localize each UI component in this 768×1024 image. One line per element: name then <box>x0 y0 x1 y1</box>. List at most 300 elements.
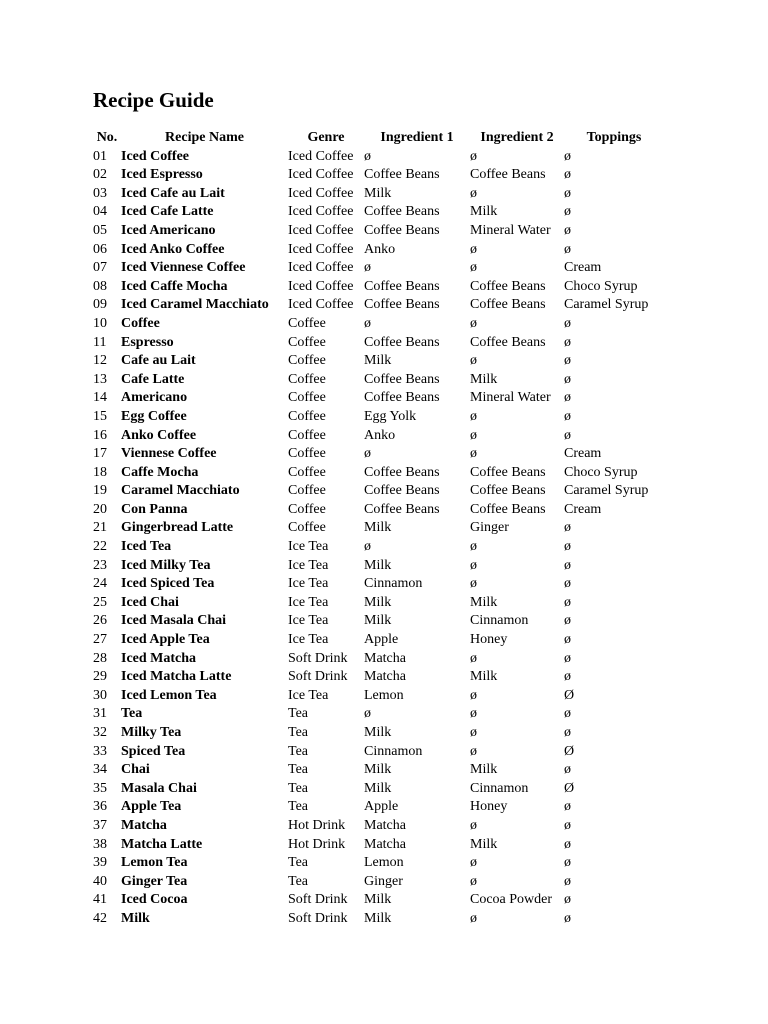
ingredient-2-cell: Milk <box>470 836 498 852</box>
ingredient-1-cell: Coffee Beans <box>364 483 440 499</box>
recipe-name-cell: Spiced Tea <box>121 743 186 759</box>
toppings-cell: Choco Syrup <box>564 278 638 294</box>
recipe-name-cell: Iced Lemon Tea <box>121 687 217 703</box>
table-row <box>93 296 664 315</box>
ingredient-1-cell: Coffee Beans <box>364 297 440 313</box>
recipe-name-cell: Milky Tea <box>121 725 182 740</box>
ingredient-1-cell: Milk <box>364 594 392 610</box>
toppings-cell: ø <box>564 148 571 164</box>
column-header-ingredient-1: Ingredient 1 <box>380 130 454 145</box>
recipe-name-cell: Iced Caffe Mocha <box>121 278 228 294</box>
ingredient-1-cell: Coffee Beans <box>364 278 440 294</box>
toppings-cell: ø <box>564 204 571 220</box>
ingredient-1-cell: Milk <box>364 557 392 573</box>
table-row <box>93 222 664 241</box>
recipe-name-cell: Iced Coffee <box>121 148 190 164</box>
ingredient-2-cell: ø <box>470 557 477 573</box>
recipe-name-cell: Ginger Tea <box>121 873 188 889</box>
toppings-cell: ø <box>564 632 571 648</box>
ingredient-2-cell: Honey <box>470 799 508 815</box>
recipe-name-cell: Iced Masala Chai <box>121 613 226 629</box>
ingredient-2-cell: Milk <box>470 371 498 387</box>
genre-cell: Ice Tea <box>288 557 329 573</box>
number-cell: 06 <box>93 241 107 257</box>
recipe-name-cell: Iced Spiced Tea <box>121 576 215 592</box>
genre-cell: Iced Coffee <box>288 185 354 201</box>
ingredient-2-cell: Mineral Water <box>470 390 551 406</box>
number-cell: 21 <box>93 520 107 536</box>
recipe-name-cell: Iced Espresso <box>121 167 203 183</box>
recipe-name-cell: Iced Caramel Macchiato <box>121 297 269 313</box>
recipe-name-cell: Milk <box>121 910 150 926</box>
toppings-cell: ø <box>564 520 571 536</box>
ingredient-1-cell: Apple <box>364 799 399 815</box>
genre-cell: Coffee <box>288 446 326 462</box>
table-row <box>93 761 664 780</box>
toppings-cell: Ø <box>564 687 575 703</box>
genre-cell: Coffee <box>288 483 326 499</box>
toppings-cell: ø <box>564 725 571 740</box>
ingredient-1-cell: Milk <box>364 520 392 536</box>
toppings-cell: ø <box>564 910 571 926</box>
table-row <box>93 408 664 427</box>
genre-cell: Coffee <box>288 408 326 424</box>
ingredient-1-cell: ø <box>364 539 371 555</box>
number-cell: 37 <box>93 817 107 833</box>
ingredient-1-cell: Anko <box>364 241 396 257</box>
table-row <box>93 575 664 594</box>
ingredient-2-cell: ø <box>470 743 477 759</box>
recipe-name-cell: Iced Cafe au Lait <box>121 185 225 201</box>
ingredient-2-cell: Cocoa Powder <box>470 892 553 908</box>
genre-cell: Iced Coffee <box>288 222 354 238</box>
ingredient-2-cell: ø <box>470 148 477 164</box>
ingredient-1-cell: Coffee Beans <box>364 334 440 350</box>
genre-cell: Soft Drink <box>288 650 348 666</box>
number-cell: 33 <box>93 743 107 759</box>
ingredient-1-cell: Milk <box>364 353 392 369</box>
number-cell: 12 <box>93 353 107 369</box>
recipe-name-cell: Masala Chai <box>121 780 197 796</box>
table-row <box>93 501 664 520</box>
number-cell: 27 <box>93 632 107 648</box>
number-cell: 20 <box>93 501 107 517</box>
ingredient-1-cell: Coffee Beans <box>364 222 440 238</box>
table-row <box>93 482 664 501</box>
recipe-name-cell: Iced Anko Coffee <box>121 241 225 257</box>
table-row <box>93 854 664 873</box>
recipe-name-cell: Cafe au Lait <box>121 353 196 369</box>
ingredient-2-cell: Honey <box>470 632 508 648</box>
genre-cell: Iced Coffee <box>288 241 354 257</box>
table-row <box>93 538 664 557</box>
toppings-cell: ø <box>564 669 571 685</box>
number-cell: 17 <box>93 446 107 462</box>
recipe-name-cell: Iced Chai <box>121 594 179 610</box>
toppings-cell: Choco Syrup <box>564 464 638 480</box>
number-cell: 22 <box>93 539 107 555</box>
number-cell: 31 <box>93 706 107 722</box>
column-header-ingredient-2: Ingredient 2 <box>480 130 554 145</box>
table-row <box>93 891 664 910</box>
number-cell: 09 <box>93 297 107 313</box>
ingredient-1-cell: Ginger <box>364 873 403 889</box>
page-title: Recipe Guide <box>93 88 214 112</box>
recipe-name-cell: Iced Milky Tea <box>121 557 211 573</box>
table-row <box>93 780 664 799</box>
table-row <box>93 389 664 408</box>
toppings-cell: ø <box>564 371 571 387</box>
genre-cell: Tea <box>288 799 309 815</box>
ingredient-1-cell: Lemon <box>364 855 404 871</box>
table-row <box>93 519 664 538</box>
recipe-name-cell: Coffee <box>121 315 160 331</box>
ingredient-1-cell: Coffee Beans <box>364 371 440 387</box>
number-cell: 36 <box>93 799 107 815</box>
table-row <box>93 334 664 353</box>
ingredient-1-cell: Anko <box>364 427 396 443</box>
genre-cell: Tea <box>288 706 309 722</box>
table-row <box>93 873 664 892</box>
ingredient-2-cell: ø <box>470 408 477 424</box>
table-header-row <box>93 129 664 148</box>
table-row <box>93 166 664 185</box>
ingredient-2-cell: ø <box>470 855 477 871</box>
recipe-name-cell: Iced Matcha Latte <box>121 669 232 685</box>
column-header-toppings: Toppings <box>586 130 642 145</box>
recipe-name-cell: Chai <box>121 762 150 778</box>
number-cell: 15 <box>93 408 107 424</box>
ingredient-2-cell: Cinnamon <box>470 780 529 796</box>
toppings-cell: ø <box>564 594 571 610</box>
number-cell: 14 <box>93 390 107 406</box>
recipe-name-cell: Iced Americano <box>121 222 216 238</box>
recipe-name-cell: Iced Cafe Latte <box>121 204 214 220</box>
ingredient-1-cell: Milk <box>364 613 392 629</box>
genre-cell: Ice Tea <box>288 594 329 610</box>
toppings-cell: ø <box>564 855 571 871</box>
number-cell: 01 <box>93 148 107 164</box>
toppings-cell: ø <box>564 539 571 555</box>
toppings-cell: ø <box>564 334 571 350</box>
number-cell: 38 <box>93 836 107 852</box>
ingredient-1-cell: Matcha <box>364 669 406 685</box>
recipe-name-cell: Iced Cocoa <box>121 892 188 908</box>
toppings-cell: ø <box>564 892 571 908</box>
number-cell: 41 <box>93 892 107 908</box>
ingredient-2-cell: Coffee Beans <box>470 278 546 294</box>
ingredient-2-cell: ø <box>470 706 477 722</box>
table-row <box>93 352 664 371</box>
toppings-cell: ø <box>564 650 571 666</box>
table-row <box>93 910 664 929</box>
ingredient-2-cell: ø <box>470 687 477 703</box>
genre-cell: Tea <box>288 762 309 778</box>
ingredient-1-cell: Milk <box>364 892 392 908</box>
toppings-cell: ø <box>564 873 571 889</box>
table-row <box>93 798 664 817</box>
ingredient-2-cell: Cinnamon <box>470 613 529 629</box>
table-row <box>93 203 664 222</box>
recipe-name-cell: Con Panna <box>121 501 188 517</box>
table-row <box>93 705 664 724</box>
ingredient-1-cell: Coffee Beans <box>364 390 440 406</box>
ingredient-1-cell: ø <box>364 148 371 164</box>
genre-cell: Ice Tea <box>288 576 329 592</box>
column-header-genre: Genre <box>307 130 345 145</box>
ingredient-2-cell: ø <box>470 315 477 331</box>
genre-cell: Soft Drink <box>288 669 348 685</box>
recipe-name-cell: Caffe Mocha <box>121 464 199 480</box>
genre-cell: Coffee <box>288 353 326 369</box>
column-header-recipe-name: Recipe Name <box>165 130 244 145</box>
ingredient-1-cell: ø <box>364 315 371 331</box>
genre-cell: Coffee <box>288 464 326 480</box>
ingredient-1-cell: Matcha <box>364 817 406 833</box>
ingredient-2-cell: Coffee Beans <box>470 297 546 313</box>
ingredient-2-cell: Milk <box>470 594 498 610</box>
number-cell: 16 <box>93 427 107 443</box>
ingredient-1-cell: ø <box>364 260 371 276</box>
toppings-cell: ø <box>564 836 571 852</box>
ingredient-2-cell: Milk <box>470 669 498 685</box>
table-row <box>93 445 664 464</box>
toppings-cell: ø <box>564 427 571 443</box>
toppings-cell: Caramel Syrup <box>564 297 649 313</box>
recipe-name-cell: Iced Apple Tea <box>121 632 210 648</box>
number-cell: 28 <box>93 650 107 666</box>
recipe-name-cell: Iced Viennese Coffee <box>121 260 246 276</box>
toppings-cell: Cream <box>564 501 602 517</box>
genre-cell: Coffee <box>288 371 326 387</box>
recipe-name-cell: Espresso <box>121 334 174 350</box>
toppings-cell: Ø <box>564 743 575 759</box>
number-cell: 04 <box>93 204 107 220</box>
ingredient-1-cell: ø <box>364 706 371 722</box>
recipe-name-cell: Matcha <box>121 817 167 833</box>
table-row <box>93 148 664 167</box>
ingredient-1-cell: Matcha <box>364 650 406 666</box>
number-cell: 25 <box>93 594 107 610</box>
table-row <box>93 631 664 650</box>
table-row <box>93 612 664 631</box>
toppings-cell: ø <box>564 762 571 778</box>
ingredient-2-cell: Coffee Beans <box>470 464 546 480</box>
toppings-cell: ø <box>564 241 571 257</box>
genre-cell: Ice Tea <box>288 687 329 703</box>
ingredient-2-cell: ø <box>470 539 477 555</box>
ingredient-2-cell: Milk <box>470 204 498 220</box>
ingredient-2-cell: ø <box>470 353 477 369</box>
recipe-name-cell: Egg Coffee <box>121 408 187 424</box>
genre-cell: Coffee <box>288 315 326 331</box>
recipe-name-cell: Tea <box>121 706 143 722</box>
table-row <box>93 315 664 334</box>
ingredient-1-cell: Cinnamon <box>364 576 423 592</box>
ingredient-1-cell: Egg Yolk <box>364 408 417 424</box>
ingredient-2-cell: ø <box>470 427 477 443</box>
number-cell: 08 <box>93 278 107 294</box>
recipe-name-cell: Gingerbread Latte <box>121 520 234 536</box>
toppings-cell: ø <box>564 353 571 369</box>
genre-cell: Iced Coffee <box>288 297 354 313</box>
genre-cell: Coffee <box>288 427 326 443</box>
toppings-cell: ø <box>564 799 571 815</box>
ingredient-1-cell: Lemon <box>364 687 404 703</box>
number-cell: 26 <box>93 613 107 629</box>
toppings-cell: ø <box>564 408 571 424</box>
genre-cell: Iced Coffee <box>288 204 354 220</box>
genre-cell: Iced Coffee <box>288 167 354 183</box>
genre-cell: Tea <box>288 725 309 740</box>
table-row <box>93 743 664 762</box>
ingredient-1-cell: Matcha <box>364 836 406 852</box>
table-row <box>93 241 664 260</box>
recipe-name-cell: Lemon Tea <box>121 855 188 871</box>
number-cell: 11 <box>93 334 107 350</box>
number-cell: 23 <box>93 557 107 573</box>
ingredient-2-cell: Coffee Beans <box>470 501 546 517</box>
table-row <box>93 371 664 390</box>
table-row <box>93 687 664 706</box>
toppings-cell: ø <box>564 817 571 833</box>
toppings-cell: ø <box>564 222 571 238</box>
table-row <box>93 650 664 669</box>
recipe-name-cell: Cafe Latte <box>121 371 185 387</box>
ingredient-2-cell: ø <box>470 241 477 257</box>
genre-cell: Hot Drink <box>288 817 346 833</box>
number-cell: 03 <box>93 185 107 201</box>
toppings-cell: ø <box>564 576 571 592</box>
number-cell: 05 <box>93 222 107 238</box>
genre-cell: Coffee <box>288 501 326 517</box>
genre-cell: Ice Tea <box>288 632 329 648</box>
genre-cell: Tea <box>288 743 309 759</box>
ingredient-2-cell: ø <box>470 817 477 833</box>
genre-cell: Coffee <box>288 390 326 406</box>
ingredient-2-cell: ø <box>470 873 477 889</box>
recipe-name-cell: Caramel Macchiato <box>121 483 240 499</box>
ingredient-2-cell: Coffee Beans <box>470 167 546 183</box>
table-row <box>93 278 664 297</box>
number-cell: 07 <box>93 260 107 276</box>
toppings-cell: ø <box>564 557 571 573</box>
ingredient-2-cell: ø <box>470 185 477 201</box>
number-cell: 40 <box>93 873 107 889</box>
ingredient-2-cell: ø <box>470 446 477 462</box>
ingredient-1-cell: Milk <box>364 725 392 740</box>
ingredient-2-cell: Coffee Beans <box>470 334 546 350</box>
genre-cell: Ice Tea <box>288 613 329 629</box>
genre-cell: Tea <box>288 873 309 889</box>
ingredient-2-cell: ø <box>470 576 477 592</box>
number-cell: 02 <box>93 167 107 183</box>
ingredient-1-cell: Milk <box>364 185 392 201</box>
ingredient-1-cell: Milk <box>364 780 392 796</box>
ingredient-1-cell: Cinnamon <box>364 743 423 759</box>
ingredient-2-cell: ø <box>470 725 477 740</box>
genre-cell: Tea <box>288 855 309 871</box>
recipe-table <box>93 129 664 929</box>
genre-cell: Soft Drink <box>288 910 348 926</box>
table-row <box>93 836 664 855</box>
ingredient-2-cell: ø <box>470 260 477 276</box>
table-row <box>93 259 664 278</box>
ingredient-1-cell: Coffee Beans <box>364 204 440 220</box>
genre-cell: Soft Drink <box>288 892 348 908</box>
number-cell: 42 <box>93 910 107 926</box>
ingredient-2-cell: ø <box>470 650 477 666</box>
ingredient-1-cell: Coffee Beans <box>364 464 440 480</box>
ingredient-2-cell: Ginger <box>470 520 509 536</box>
genre-cell: Ice Tea <box>288 539 329 555</box>
table-row <box>93 185 664 204</box>
number-cell: 30 <box>93 687 107 703</box>
number-cell: 39 <box>93 855 107 871</box>
toppings-cell: Cream <box>564 446 602 462</box>
number-cell: 35 <box>93 780 107 796</box>
table-row <box>93 594 664 613</box>
ingredient-1-cell: ø <box>364 446 371 462</box>
recipe-name-cell: Anko Coffee <box>121 427 197 443</box>
ingredient-2-cell: Mineral Water <box>470 222 551 238</box>
number-cell: 29 <box>93 669 107 685</box>
recipe-name-cell: Apple Tea <box>121 799 182 815</box>
ingredient-1-cell: Coffee Beans <box>364 167 440 183</box>
toppings-cell: ø <box>564 706 571 722</box>
ingredient-1-cell: Coffee Beans <box>364 501 440 517</box>
ingredient-2-cell: Milk <box>470 762 498 778</box>
ingredient-1-cell: Milk <box>364 762 392 778</box>
genre-cell: Coffee <box>288 334 326 350</box>
number-cell: 10 <box>93 315 107 331</box>
toppings-cell: ø <box>564 167 571 183</box>
genre-cell: Hot Drink <box>288 836 346 852</box>
ingredient-2-cell: Coffee Beans <box>470 483 546 499</box>
number-cell: 18 <box>93 464 107 480</box>
column-header-number: No. <box>96 130 118 145</box>
recipe-name-cell: Matcha Latte <box>121 836 203 852</box>
genre-cell: Iced Coffee <box>288 260 354 276</box>
genre-cell: Coffee <box>288 520 326 536</box>
table-body <box>93 148 664 929</box>
table-row <box>93 668 664 687</box>
table-row <box>93 427 664 446</box>
toppings-cell: Cream <box>564 260 602 276</box>
number-cell: 13 <box>93 371 107 387</box>
toppings-cell: Ø <box>564 780 575 796</box>
recipe-name-cell: Iced Tea <box>121 539 172 555</box>
number-cell: 19 <box>93 483 107 499</box>
genre-cell: Tea <box>288 780 309 796</box>
toppings-cell: ø <box>564 613 571 629</box>
ingredient-1-cell: Apple <box>364 632 399 648</box>
number-cell: 34 <box>93 762 107 778</box>
recipe-name-cell: Iced Matcha <box>121 650 197 666</box>
table-row <box>93 557 664 576</box>
toppings-cell: ø <box>564 185 571 201</box>
genre-cell: Iced Coffee <box>288 148 354 164</box>
recipe-name-cell: Americano <box>121 390 188 406</box>
number-cell: 32 <box>93 725 107 740</box>
genre-cell: Iced Coffee <box>288 278 354 294</box>
table-row <box>93 724 664 743</box>
recipe-name-cell: Viennese Coffee <box>121 446 217 462</box>
number-cell: 24 <box>93 576 107 592</box>
toppings-cell: ø <box>564 315 571 331</box>
table-row <box>93 817 664 836</box>
toppings-cell: ø <box>564 390 571 406</box>
